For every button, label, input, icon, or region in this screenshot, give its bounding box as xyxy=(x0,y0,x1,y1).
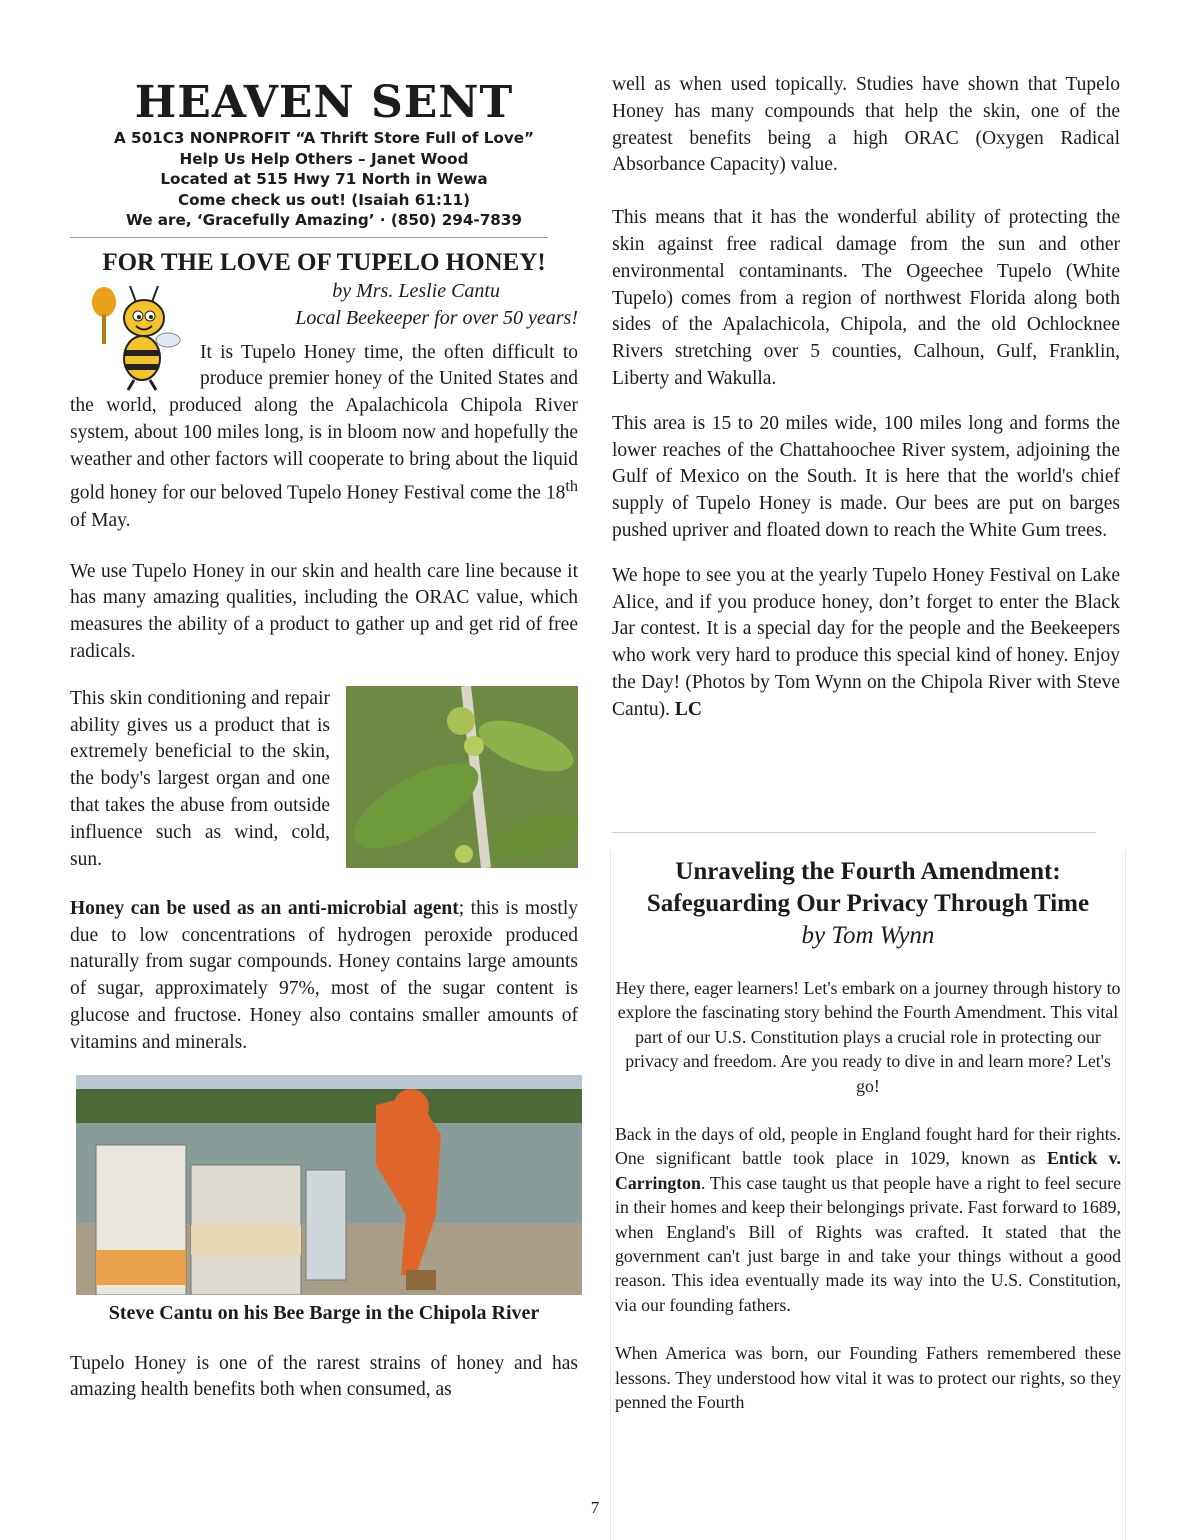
article-paragraph: Tupelo Honey is one of the rarest strains of honey and has amazing health benefits both when consumed, as xyxy=(70,1352,578,1401)
heaven-sent-ad xyxy=(70,78,578,231)
article-paragraph: This means that it has the wonderful ability of protecting the skin against free radical damage from the sun and other environmental contaminants. The Ogeechee Tupelo (White Tupelo) comes from a region of northwest Florida along both sides of the Apalachicola, Chipola, and the old Ochlocknee Rivers stretching over 5 counties, Calhoun, Gulf, Franklin, Liberty and Wakulla. xyxy=(612,207,1120,389)
bee-mascot-icon xyxy=(86,278,186,393)
article-title: Safeguarding Our Privacy Through Time xyxy=(646,890,1090,917)
divider xyxy=(612,832,1096,833)
article-title: Unraveling the Fourth Amendment: xyxy=(675,858,1061,885)
article-intro: Hey there, eager learners! Let's embark on a journey through history to explore the fascinating story behind the Fourth Amendment. This vital part of our U.S. Constitution plays a crucial role in protecting our privacy and freedom. Are you ready to dive in and learn more? Let's go! xyxy=(615,978,1121,1096)
article-paragraph: This area is 15 to 20 miles wide, 100 miles long and forms the lower reaches of the Chattahoochee River system, adjoining the Gulf of Mexico on the South. It is here that the world's chief supply of Tupelo Honey is made. Our bees are put on barges pushed upriver and floated down to reach the White Gum trees. xyxy=(612,412,1120,541)
article-paragraph: well as when used topically. Studies have shown that Tupelo Honey has many compounds that help the skin, one of the greatest benefits being a high ORAC (Oxygen Radical Absorbance Capacity) value. xyxy=(612,74,1120,176)
article-headline: FOR THE LOVE OF TUPELO HONEY! xyxy=(102,248,546,276)
ad-line: We are, ‘Gracefully Amazing’ · (850) 294-7839 xyxy=(125,211,522,229)
article-paragraph: We use Tupelo Honey in our skin and health care line because it has many amazing qualities, including the ORAC value, which measures the ability of a product to gather up and get rid of free radicals. xyxy=(70,560,578,662)
article-byline-subtitle: Local Beekeeper for over 50 years! xyxy=(295,306,578,329)
ad-line: Come check us out! (Isaiah 61:11) xyxy=(177,190,471,209)
article-paragraph: We hope to see you at the yearly Tupelo Honey Festival on Lake Alice, and if you produce honey, don’t forget to enter the Black Jar contest. It is a special day for the people and the Beekeepers who work very hard to produce this special kind of honey. Enjoy the Day! (Photos by Tom Wynn on the Chipola River with Steve Cantu). LC xyxy=(612,564,1120,720)
article-paragraph: When America was born, our Founding Fathers remembered these lessons. They understood how vital it was to protect our rights, so they penned the Fourth xyxy=(615,1343,1121,1413)
divider xyxy=(70,237,548,238)
article-paragraph: It is Tupelo Honey time, the often difficult to produce premier honey of the United States and the world, produced along the Apalachicola Chipola River system, about 100 miles long, is in bloom now and hopefully the weather and other factors will cooperate to bring about the liquid gold honey for our beloved Tupelo Honey Festival come the 18th of May. xyxy=(70,341,578,531)
ad-line: Located at 515 Hwy 71 North in Wewa xyxy=(160,170,488,188)
article-byline: by Tom Wynn xyxy=(801,922,935,949)
tupelo-blossom-photo xyxy=(346,686,578,868)
page-number: 7 xyxy=(590,1498,600,1517)
photo-caption: Steve Cantu on his Bee Barge in the Chipola River xyxy=(108,1301,540,1324)
right-column xyxy=(612,72,1120,724)
article-paragraph: This skin conditioning and repair ability gives us a product that is extremely beneficial to the skin, the body's largest organ and one that takes the abuse from outside influence such as wind, cold, sun. xyxy=(70,687,330,870)
ad-title: HEAVEN SENT xyxy=(134,77,514,128)
article-paragraph: Honey can be used as an anti-microbial agent; this is mostly due to low concentrations of hydrogen peroxide produced naturally from sugar compounds. Honey contains large amounts of sugar, approximately 97%, most of the sugar content is glucose and fructose. Honey also contains smaller amounts of vitamins and minerals. xyxy=(70,897,578,1053)
article-paragraph: Back in the days of old, people in England fought hard for their rights. One significant battle took place in 1029, known as Entick v. Carrington. This case taught us that people have a right to feel secure in their homes and keep their belongings private. Fast forward to 1689, when England's Bill of Rights was crafted. It stated that the government can't just barge in and take your things without a good reason. This idea eventually made its way into the U.S. Constitution, via our founding fathers. xyxy=(615,1124,1121,1315)
article-byline: by Mrs. Leslie Cantu xyxy=(332,279,500,302)
ad-line: A 501C3 NONPROFIT “A Thrift Store Full of Love” xyxy=(113,129,535,147)
left-column xyxy=(70,72,578,1404)
fourth-amendment-article xyxy=(610,850,1126,1540)
bee-barge-photo xyxy=(76,1075,582,1295)
ad-line: Help Us Help Others – Janet Wood xyxy=(179,149,469,168)
